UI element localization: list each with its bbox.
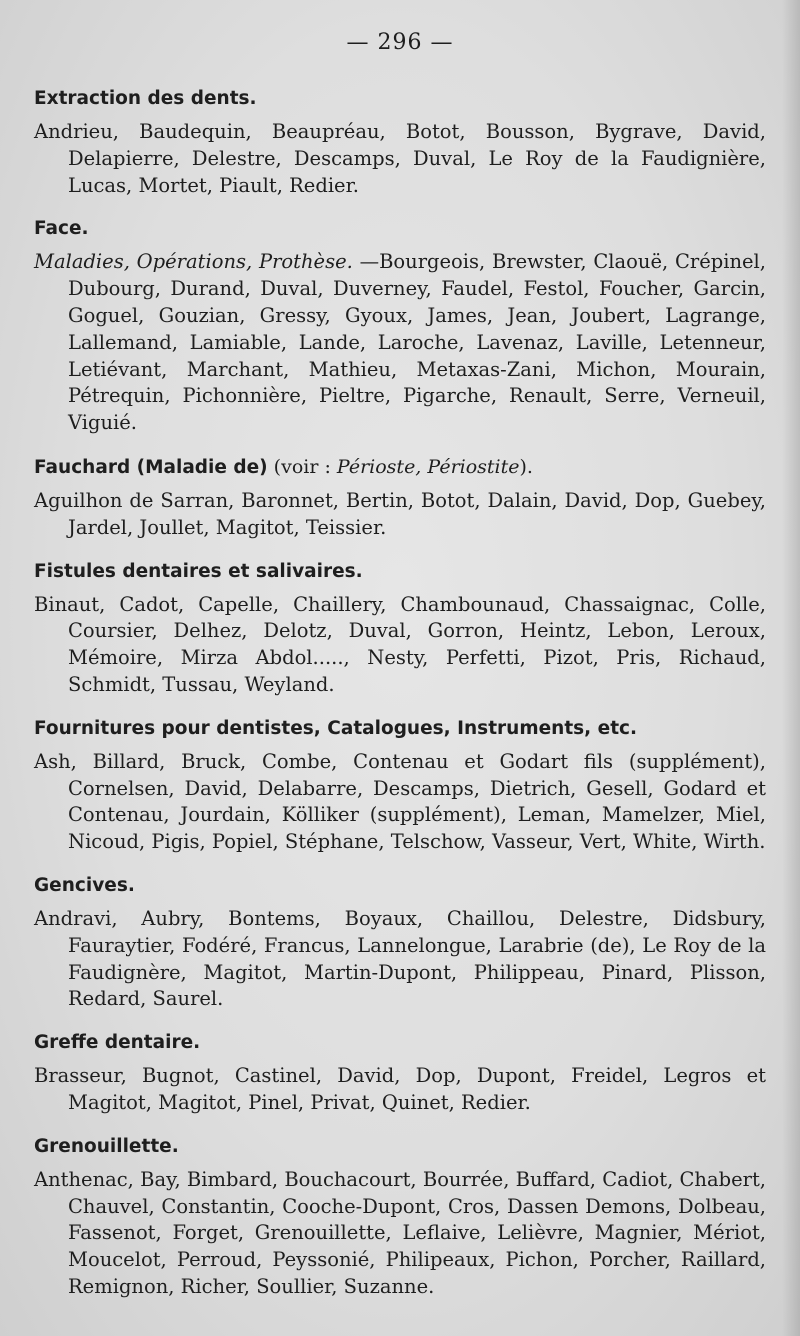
entry-text: Brasseur, Bugnot, Castinel, David, Dop, Dupont, Freidel, Legros et Magitot, Magitot, Pinel, Privat, Quinet, Redier. — [34, 1064, 766, 1114]
entry-lead: Maladies, Opérations, Prothèse. — [34, 250, 353, 274]
page-number: — 296 — — [346, 30, 454, 55]
entry-grenouillette — [34, 1133, 766, 1301]
see-terms: Périoste, Périostite — [336, 455, 520, 478]
entry-heading: Fistules dentaires et salivaires. — [34, 560, 363, 582]
entry-heading: Fournitures pour dentistes, Catalogues, Instruments, etc. — [34, 717, 638, 739]
entry-text-block — [34, 249, 766, 437]
entry-text: Anthenac, Bay, Bimbard, Bouchacourt, Bourrée, Buffard, Cadiot, Chabert, Chauvel, Constantin, Cooche-Dupont, Cros, Dassen Demons, Dolbeau, Fassenot, Forget, Grenouillette, Leflaive, Lelièvre, Magnier, Mériot, Moucelot, Perroud, Peyssonié, Philipeaux, Pichon, Porcher, Raillard, Remignon, Richer, Soullier, Suzanne. — [34, 1167, 766, 1298]
entry-fistules — [34, 558, 766, 699]
entry-heading: Gencives. — [34, 874, 135, 896]
entry-text: Binaut, Cadot, Capelle, Chaillery, Chambounaud, Chassaignac, Colle, Coursier, Delhez, Delotz, Duval, Gorron, Heintz, Lebon, Leroux, Mémoire, Mirza Abdol....., Nesty, Perfetti, Pizot, Pris, Richaud, Schmidt, Tussau, Weyland. — [34, 592, 766, 696]
entry-heading: Face. — [34, 218, 89, 240]
entry-text: Aguilhon de Sarran, Baronnet, Bertin, Botot, Dalain, David, Dop, Guebey, Jardel, Joullet, Magitot, Teissier. — [34, 488, 766, 539]
entry-fournitures — [34, 715, 766, 856]
entry-heading: Greffe dentaire. — [34, 1032, 201, 1054]
entry-text: Andrieu, Baudequin, Beaupréau, Botot, Bousson, Bygrave, David, Delapierre, Delestre, Descamps, Duval, Le Roy de la Faudignière, Lucas, Mortet, Piault, Redier. — [34, 120, 766, 197]
entry-gencives — [34, 872, 766, 1013]
see-reference — [268, 456, 533, 478]
see-suffix: ). — [519, 455, 533, 478]
see-prefix: (voir : — [267, 455, 337, 478]
entry-heading: Grenouillette. — [34, 1135, 179, 1157]
entry-greffe — [34, 1029, 766, 1117]
entry-text: Andravi, Aubry, Bontems, Boyaux, Chaillou, Delestre, Didsbury, Fauraytier, Fodéré, Francus, Lannelongue, Larabrie (de), Le Roy de la Faudignère, Magitot, Martin-Dupont, Philippeau, Pinard, Plisson, Redard, Saurel. — [34, 906, 766, 1011]
entry-heading: Extraction des dents. — [34, 88, 257, 109]
entry-text: —Bourgeois, Brewster, Claouë, Crépinel, Dubourg, Durand, Duval, Duverney, Faudel, Festol, Foucher, Garcin, Goguel, Gouzian, Gressy, Gyoux, James, Jean, Joubert, Lagrange, Lallemand, Lamiable, Lande, Laroche, Lavenaz, Laville, Letenneur, Letiévant, Marchant, Mathieu, Metaxas-Zani, Michon, Mourain, Pétrequin, Pichonnière, Pieltre, Pigarche, Renault, Serre, Verneuil, Viguié. — [68, 250, 766, 435]
entry-text: Ash, Billard, Bruck, Combe, Contenau et Godart fils (supplément), Cornelsen, David, Delabarre, Descamps, Dietrich, Gesell, Godard et Contenau, Jourdain, Kölliker (supplément), Leman, Mamelzer, Miel, Nicoud, Pigis, Popiel, Stéphane, Telschow, Vasseur, Vert, White, Wirth. — [34, 749, 766, 854]
entry-face — [34, 215, 766, 437]
entry-fauchard — [34, 453, 766, 542]
entry-heading-block — [34, 453, 766, 482]
entry-heading: Fauchard (Maladie de) — [34, 456, 268, 478]
entry-extraction — [34, 85, 766, 199]
